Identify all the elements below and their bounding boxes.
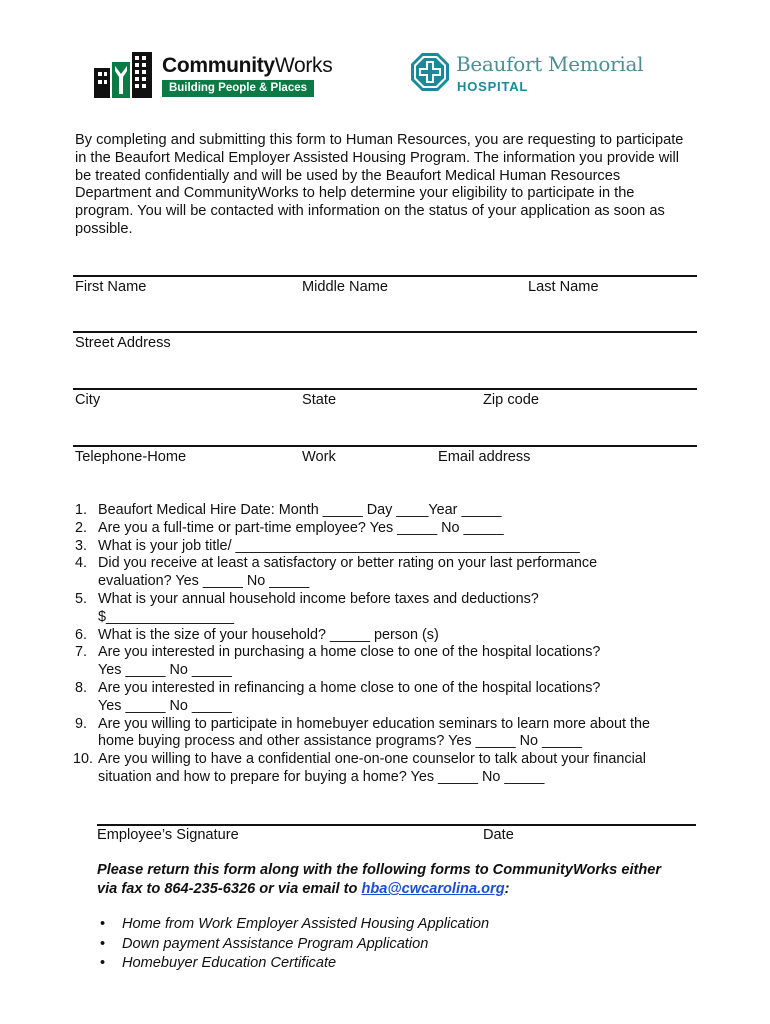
list-item	[97, 935, 489, 955]
question-line: Beaufort Medical Hire Date: Month _____ Day ____Year _____	[98, 502, 502, 518]
question-line: Yes _____ No _____	[98, 662, 232, 679]
attachment-label: Home from Work Employer Assisted Housing Application	[122, 916, 490, 932]
communityworks-tagline: Building People & Places	[162, 80, 314, 97]
bullet-icon: •	[100, 935, 106, 952]
question-item[interactable]	[75, 751, 715, 787]
question-line: Are you a full-time or part-time employee? Yes _____ No _____	[98, 519, 504, 536]
question-line: Are you interested in purchasing a home close to one of the hospital locations?	[98, 644, 601, 661]
name-field-line[interactable]	[73, 275, 697, 277]
bullet-icon: •	[100, 955, 106, 971]
beaufort-memorial-logo	[410, 52, 644, 96]
question-number: 9.	[75, 715, 88, 732]
return-line-1: Please return this form along with the following forms to CommunityWorks either	[97, 862, 662, 878]
question-number: 3.	[75, 537, 88, 554]
email-link[interactable]: hba@cwcarolina.org	[361, 881, 505, 897]
question-number: 2.	[75, 519, 88, 536]
list-item	[97, 915, 489, 935]
beaufort-subtitle: HOSPITAL	[457, 79, 529, 94]
communityworks-buildings-icon	[94, 50, 154, 98]
question-line: Are you willing to participate in homebuyer education seminars to learn more about the	[98, 715, 650, 732]
city-field-line[interactable]	[73, 388, 697, 390]
question-line: home buying process and other assistance programs? Yes _____ No _____	[98, 733, 583, 750]
question-item[interactable]	[75, 680, 715, 716]
beaufort-wordmark: Beaufort Memorial	[456, 52, 644, 76]
hospital-cross-icon	[410, 52, 450, 92]
question-item[interactable]	[75, 538, 715, 556]
employee-signature-label: Employee’s Signature	[97, 827, 239, 843]
question-line: Yes _____ No _____	[98, 697, 232, 714]
return-instructions	[97, 861, 697, 899]
middle-name-label: Middle Name	[302, 279, 388, 295]
last-name-label: Last Name	[528, 279, 599, 295]
return-line-2: via fax to 864-235-6326 or via email to	[97, 881, 362, 897]
signature-line[interactable]	[97, 824, 696, 826]
question-item[interactable]	[75, 555, 715, 591]
question-number: 5.	[75, 590, 88, 607]
bullet-icon: •	[100, 916, 106, 932]
city-label: City	[75, 392, 101, 408]
question-item[interactable]	[75, 591, 715, 627]
question-number: 4.	[75, 555, 88, 572]
cw-name-bold: Community	[162, 54, 275, 77]
work-phone-label: Work	[302, 449, 336, 465]
question-item[interactable]	[75, 644, 715, 680]
question-number: 10.	[73, 751, 94, 768]
telephone-home-label: Telephone-Home	[75, 449, 187, 465]
question-line: Are you interested in refinancing a home close to one of the hospital locations?	[98, 679, 601, 696]
question-line: What is your annual household income before taxes and deductions?	[98, 590, 539, 607]
question-item[interactable]	[75, 520, 715, 538]
question-item[interactable]	[75, 716, 715, 752]
questions-list	[75, 502, 715, 787]
question-line: Did you receive at least a satisfactory or better rating on your last performance	[98, 555, 598, 572]
question-line: What is your job title/ ___________________________________________	[98, 537, 580, 554]
question-number: 7.	[75, 644, 88, 661]
attachment-label: Homebuyer Education Certificate	[122, 955, 337, 971]
zip-label: Zip code	[483, 392, 539, 408]
cw-name-regular: Works	[274, 54, 333, 77]
question-item[interactable]	[75, 627, 715, 645]
question-line: situation and how to prepare for buying a home? Yes _____ No _____	[98, 768, 545, 785]
intro-paragraph: By completing and submitting this form to Human Resources, you are requesting to participate in the Beaufort Medical Employer Assisted Housing Program. The information you provide will be treated confidentially and will be used by the Beaufort Medical Human Resources Department and CommunityWorks to help determine your eligibility to participate in the program. You will be contacted with information on the status of your application as soon as possible.	[75, 132, 684, 237]
email-label: Email address	[438, 449, 531, 465]
return-line-2-end: :	[504, 881, 510, 897]
phone-field-line[interactable]	[73, 445, 697, 447]
question-line: Are you willing to have a confidential one-on-one counselor to talk about your financial	[98, 751, 646, 768]
first-name-label: First Name	[75, 279, 147, 295]
date-label: Date	[483, 827, 514, 843]
question-line: $________________	[98, 608, 235, 625]
communityworks-wordmark	[162, 54, 332, 78]
question-item[interactable]	[75, 502, 715, 520]
question-line: What is the size of your household? _____ person (s)	[98, 626, 439, 643]
question-number: 6.	[75, 626, 88, 643]
question-line: evaluation? Yes _____ No _____	[98, 573, 310, 590]
list-item	[97, 954, 489, 974]
attachments-list	[97, 915, 489, 974]
communityworks-logo	[94, 50, 333, 100]
question-number: 1.	[75, 502, 88, 518]
street-address-label: Street Address	[75, 335, 171, 351]
question-number: 8.	[75, 679, 88, 696]
street-field-line[interactable]	[73, 331, 697, 333]
state-label: State	[302, 392, 337, 408]
attachment-label: Down payment Assistance Program Application	[122, 935, 429, 952]
